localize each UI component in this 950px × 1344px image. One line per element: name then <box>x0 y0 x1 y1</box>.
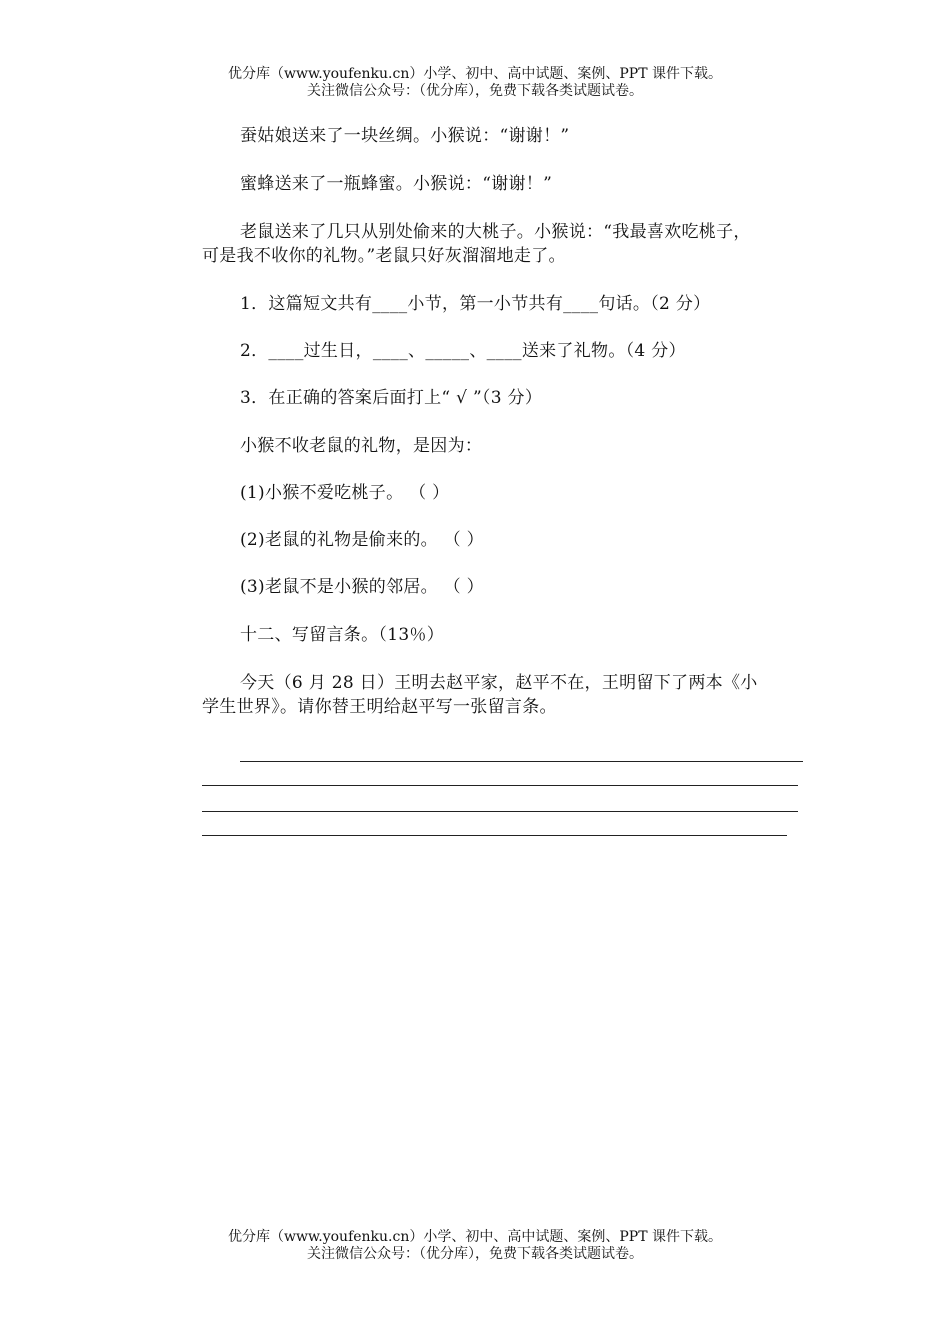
header-line-2: 关注微信公众号：（优分库），免费下载各类试题试卷。 <box>307 83 643 99</box>
story-paragraph-2: 蜜蜂送来了一瓶蜂蜜。小猴说：“谢谢！” <box>240 174 553 194</box>
story-paragraph-3-line-2: 可是我不收你的礼物。”老鼠只好灰溜溜地走了。 <box>202 246 566 266</box>
footer-line-1: 优分库（www.youfenku.cn）小学、初中、高中试题、案例、PPT 课件下载。 <box>227 1229 722 1245</box>
writing-line <box>240 761 803 762</box>
question-3-prompt: 小猴不收老鼠的礼物，是因为： <box>240 436 483 456</box>
writing-line <box>202 811 798 812</box>
question-3: 3．在正确的答案后面打上“ √ ”（3 分） <box>240 388 543 408</box>
writing-line <box>202 785 798 786</box>
question-3-option-3: (3)老鼠不是小猴的邻居。 （ ） <box>240 577 484 597</box>
footer-line-2: 关注微信公众号：（优分库），免费下载各类试题试卷。 <box>307 1246 643 1262</box>
question-3-option-1: (1)小猴不爱吃桃子。 （ ） <box>240 483 450 503</box>
header-line-1: 优分库（www.youfenku.cn）小学、初中、高中试题、案例、PPT 课件下载。 <box>227 66 722 82</box>
section-12-line-1: 今天（6 月 28 日）王明去赵平家，赵平不在，王明留下了两本《小 <box>240 673 758 693</box>
section-12-line-2: 学生世界》。请你替王明给赵平写一张留言条。 <box>202 697 557 717</box>
section-12-title: 十二、写留言条。（13％） <box>240 625 445 645</box>
story-paragraph-1: 蚕姑娘送来了一块丝绸。小猴说：“谢谢！” <box>240 126 570 146</box>
question-1: 1．这篇短文共有____小节，第一小节共有____句话。（2 分） <box>240 294 711 314</box>
page-header <box>0 66 950 100</box>
writing-line <box>202 835 787 836</box>
page-footer <box>0 1229 950 1263</box>
question-3-option-2: (2)老鼠的礼物是偷来的。 （ ） <box>240 530 484 550</box>
question-2: 2．____过生日，____、_____、____送来了礼物。（4 分） <box>240 341 686 361</box>
story-paragraph-3-line-1: 老鼠送来了几只从别处偷来的大桃子。小猴说：“我最喜欢吃桃子， <box>240 222 751 242</box>
